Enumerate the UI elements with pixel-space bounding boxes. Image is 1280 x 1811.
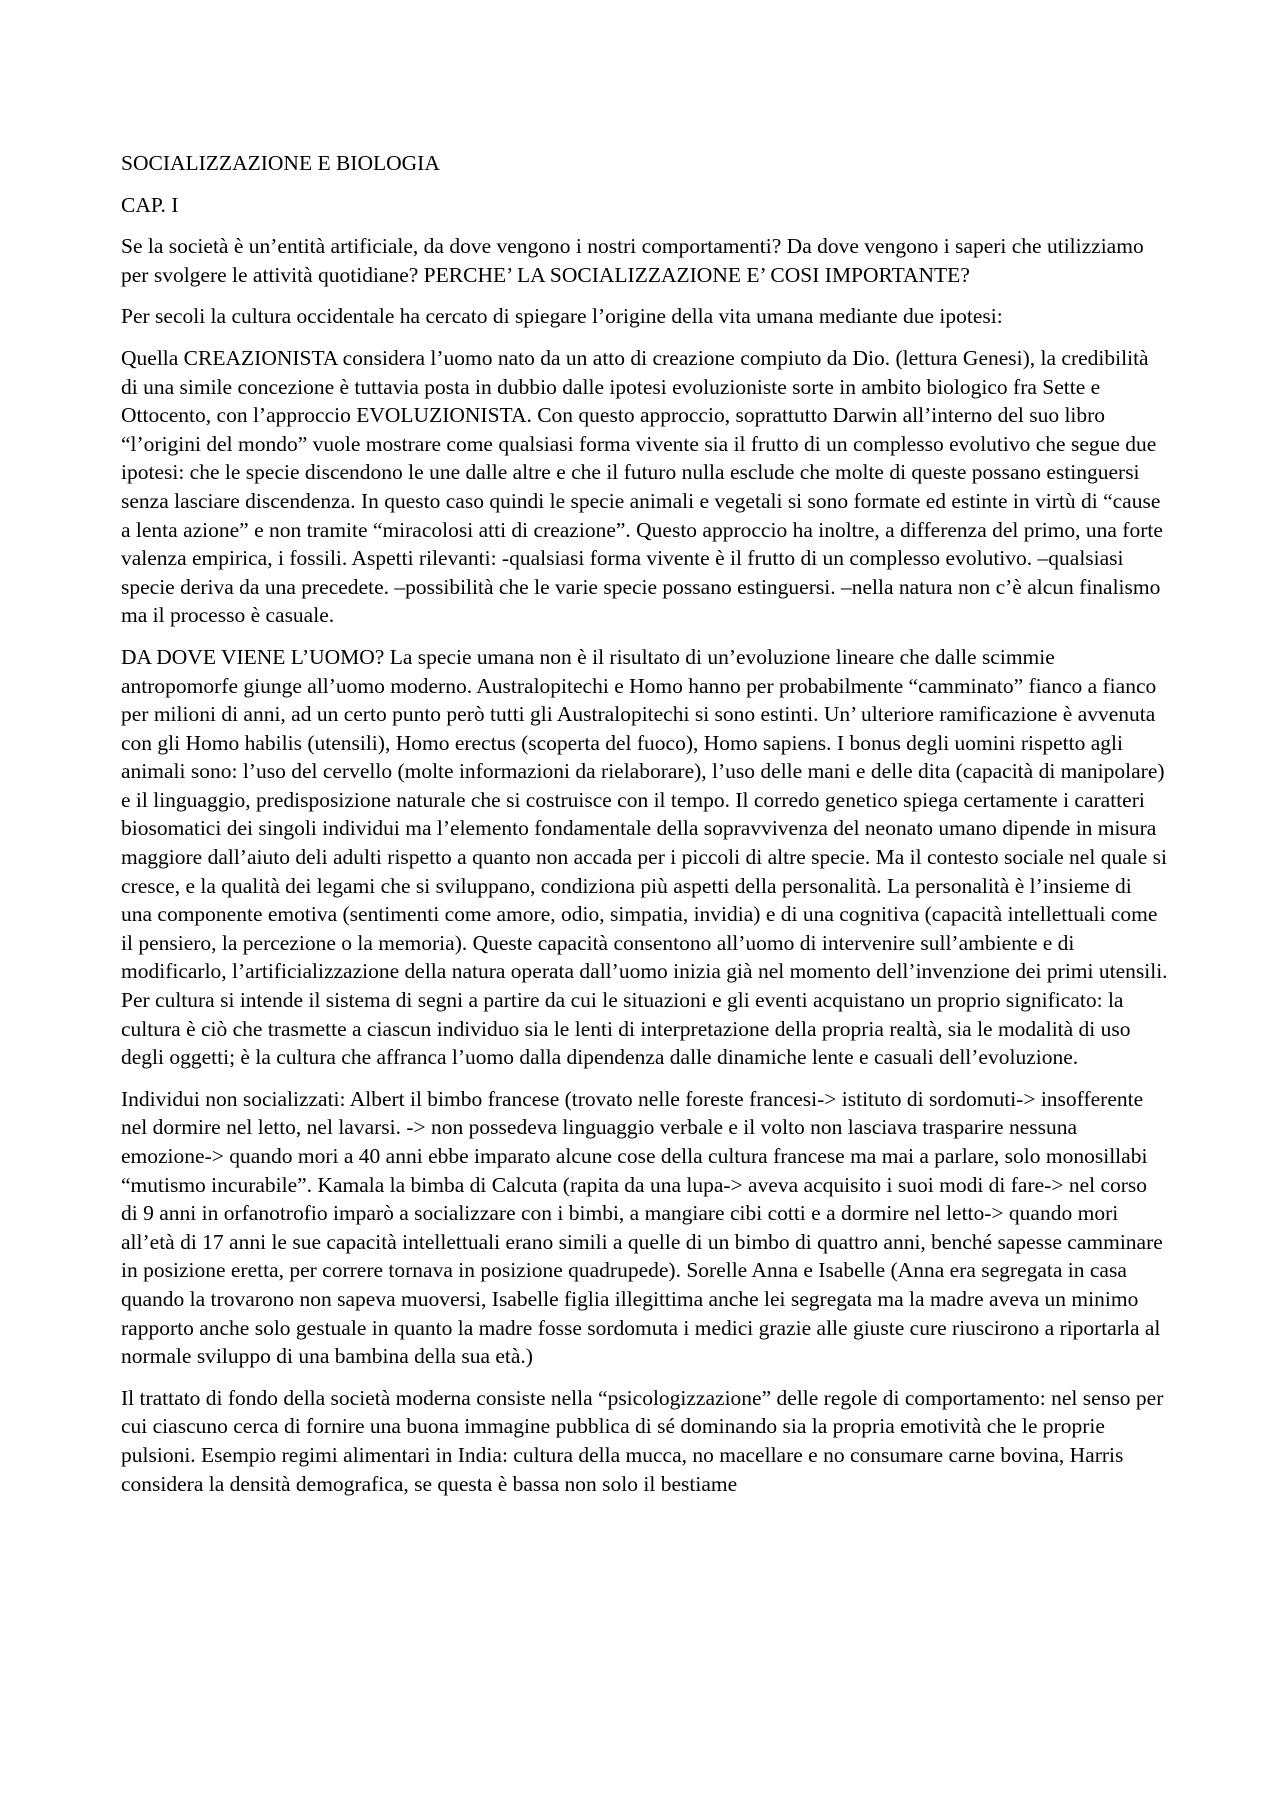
document-title: SOCIALIZZAZIONE E BIOLOGIA (121, 151, 440, 175)
paragraph: Per secoli la cultura occidentale ha cercato di spiegare l’origine della vita umana mediante due ipotesi: (121, 304, 1003, 329)
paragraph: Il trattato di fondo della società moderna consiste nella “psicologizzazione” delle regole di comportamento: nel senso per cui ciascuno cerca di fornire una buona immagine pubblica di sé dominando sia la propria emotività che le proprie pulsioni. Esempio regimi alimentari in India: cultura della mucca, no macellare e no consumare carne bovina, Harris considera la densità demografica, se questa è bassa non solo il bestiame (121, 1385, 1164, 1496)
paragraph: DA DOVE VIENE L’UOMO? La specie umana non è il risultato di un’evoluzione lineare che dalle scimmie antropomorfe giunge all’uomo moderno. Australopitechi e Homo hanno per probabilmente “camminato” fianco a fianco per milioni di anni, ad un certo punto però tutti gli Australopitechi si sono estinti. Un’ ulteriore ramificazione è avvenuta con gli Homo habilis (utensili), Homo erectus (scoperta del fuoco), Homo sapiens. I bonus degli uomini rispetto agli animali sono: l’uso del cervello (molte informazioni da rielaborare), l’uso delle mani e delle dita (capacità di manipolare) e il linguaggio, predisposizione naturale che si costruisce con il tempo. Il corredo genetico spiega certamente i caratteri biosomatici dei singoli individui ma l’elemento fondamentale della sopravvivenza del neonato umano dipende in misura maggiore dall’aiuto deli adulti rispetto a quanto non accada per i piccoli di altre specie. Ma il contesto sociale nel quale si cresce, e la qualità dei legami che si sviluppano, condiziona più aspetti della personalità. La personalità è l’insieme di una componente emotiva (sentimenti come amore, odio, simpatia, invidia) e di una cognitiva (capacità intellettuali come il pensiero, la percezione o la memoria). Queste capacità consentono all’uomo di intervenire sull’ambiente e di modificarlo, l’artificializzazione della natura operata dall’uomo inizia già nel momento dell’invenzione dei primi utensili. Per cultura si intende il sistema di segni a partire da cui le situazioni e gli eventi acquistano un proprio significato: la cultura è ciò che trasmette a ciascun individuo sia le lenti di interpretazione della propria realtà, sia le modalità di uso degli oggetti; è la cultura che affranca l’uomo dalla dipendenza dalle dinamiche lente e casuali dell’evoluzione. (121, 644, 1168, 1070)
paragraph: Se la società è un’entità artificiale, da dove vengono i nostri comportamenti? Da dove vengono i saperi che utilizziamo per svolgere le attività quotidiane? PERCHE’ LA SOCIALIZZAZIONE E’ COSI IMPORTANTE? (121, 234, 1144, 287)
paragraph: Quella CREAZIONISTA considera l’uomo nato da un atto di creazione compiuto da Dio. (lettura Genesi), la credibilità di una simile concezione è tuttavia posta in dubbio dalle ipotesi evoluzioniste sorte in ambito biologico fra Sette e Ottocento, con l’approccio EVOLUZIONISTA. Con questo approccio, soprattutto Darwin all’interno del suo libro “l’origini del mondo” vuole mostrare come qualsiasi forma vivente sia il frutto di un complesso evolutivo che segue due ipotesi: che le specie discendono le une dalle altre e che il futuro nulla esclude che molte di queste possano estinguersi senza lasciare discendenza. In questo caso quindi le specie animali e vegetali si sono formate ed estinte in virtù di “cause a lenta azione” e non tramite “miracolosi atti di creazione”. Questo approccio ha inoltre, a differenza del primo, una forte valenza empirica, i fossili. Aspetti rilevanti: -qualsiasi forma vivente è il frutto di un complesso evolutivo. –qualsiasi specie deriva da una precedete. –possibilità che le varie specie possano estinguersi. –nella natura non c’è alcun finalismo ma il processo è casuale. (121, 345, 1163, 628)
document-body (121, 149, 1168, 1511)
chapter-heading: CAP. I (121, 192, 179, 217)
paragraph: Individui non socializzati: Albert il bimbo francese (trovato nelle foreste francesi-> istituto di sordomuti-> insofferente nel dormire nel letto, nel lavarsi. -> non possedeva linguaggio verbale e il volto non lasciava trasparire nessuna emozione-> quando mori a 40 anni ebbe imparato alcune cose della cultura francese ma mai a parlare, solo monosillabi “mutismo incurabile”. Kamala la bimba di Calcuta (rapita da una lupa-> aveva acquisito i suoi modi di fare-> nel corso di 9 anni in orfanotrofio imparò a socializzare con i bimbi, a mangiare cibi cotti e a dormire nel letto-> quando mori all’età di 17 anni le sue capacità intellettuali erano simili a quelle di un bimbo di quattro anni, benché sapesse camminare in posizione eretta, per correre tornava in posizione quadrupede). Sorelle Anna e Isabelle (Anna era segregata in casa quando la trovarono non sapeva muoversi, Isabelle figlia illegittima anche lei segregata ma la madre aveva un minimo rapporto anche solo gestuale in quanto la madre fosse sordomuta i medici grazie alle giuste cure riuscirono a riportarla al normale sviluppo di una bambina della sua età.) (121, 1086, 1163, 1369)
